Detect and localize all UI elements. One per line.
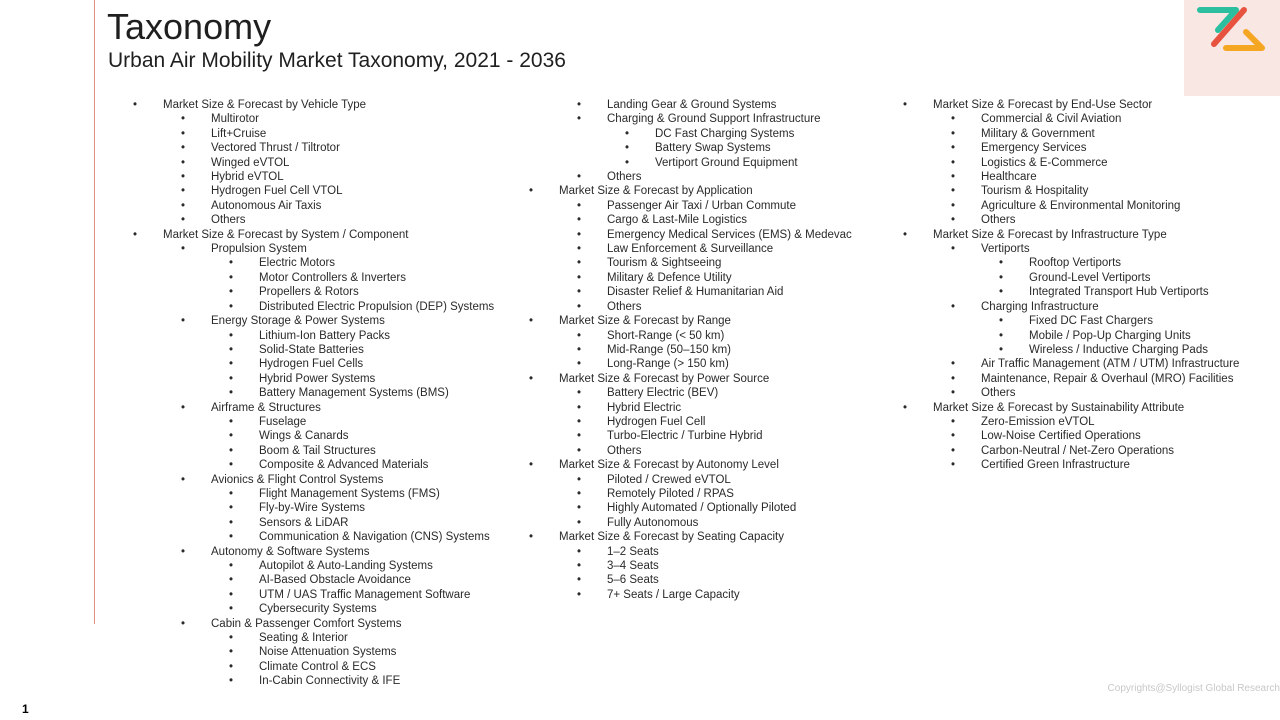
taxonomy-item-level-2: • Tourism & Hospitality (901, 184, 1239, 198)
taxonomy-item-level-3: • Mobile / Pop-Up Charging Units (901, 329, 1239, 343)
logo (1184, 0, 1280, 96)
taxonomy-item-level-2: • Cargo & Last-Mile Logistics (527, 213, 852, 227)
taxonomy-item-level-2: • Fully Autonomous (527, 516, 852, 530)
taxonomy-item-level-3: • Cybersecurity Systems (131, 602, 494, 616)
taxonomy-item-level-3: • Climate Control & ECS (131, 660, 494, 674)
taxonomy-item-level-2: • Military & Government (901, 127, 1239, 141)
taxonomy-item-level-3: • Wings & Canards (131, 429, 494, 443)
taxonomy-item-level-2: • Military & Defence Utility (527, 271, 852, 285)
taxonomy-item-level-2: • Emergency Medical Services (EMS) & Medevac (527, 228, 852, 242)
taxonomy-item-level-2: • Others (527, 444, 852, 458)
taxonomy-column-2 (527, 98, 852, 602)
taxonomy-item-level-2: • Turbo-Electric / Turbine Hybrid (527, 429, 852, 443)
taxonomy-item-level-2: • Healthcare (901, 170, 1239, 184)
taxonomy-item-level-2: • Logistics & E-Commerce (901, 156, 1239, 170)
taxonomy-item-level-2: • Zero-Emission eVTOL (901, 415, 1239, 429)
taxonomy-item-level-2: • Others (131, 213, 494, 227)
taxonomy-item-level-3: • AI-Based Obstacle Avoidance (131, 573, 494, 587)
taxonomy-item-level-2: • 5–6 Seats (527, 573, 852, 587)
taxonomy-item-level-1: • Market Size & Forecast by Infrastructure Type (901, 228, 1239, 242)
taxonomy-item-level-2: • Passenger Air Taxi / Urban Commute (527, 199, 852, 213)
taxonomy-item-level-3: • In-Cabin Connectivity & IFE (131, 674, 494, 688)
taxonomy-item-level-2: • Charging & Ground Support Infrastructure (527, 112, 852, 126)
taxonomy-item-level-2: • Others (901, 386, 1239, 400)
taxonomy-item-level-2: • Others (901, 213, 1239, 227)
taxonomy-item-level-2: • Disaster Relief & Humanitarian Aid (527, 285, 852, 299)
taxonomy-item-level-3: • Integrated Transport Hub Vertiports (901, 285, 1239, 299)
taxonomy-item-level-2: • Commercial & Civil Aviation (901, 112, 1239, 126)
taxonomy-item-level-2: • Hybrid eVTOL (131, 170, 494, 184)
taxonomy-item-level-2: • 1–2 Seats (527, 545, 852, 559)
taxonomy-item-level-3: • Boom & Tail Structures (131, 444, 494, 458)
taxonomy-item-level-3: • Autopilot & Auto-Landing Systems (131, 559, 494, 573)
taxonomy-item-level-1: • Market Size & Forecast by Vehicle Type (131, 98, 494, 112)
taxonomy-item-level-1: • Market Size & Forecast by Range (527, 314, 852, 328)
taxonomy-item-level-3: • Distributed Electric Propulsion (DEP) Systems (131, 300, 494, 314)
taxonomy-item-level-2: • Hydrogen Fuel Cell (527, 415, 852, 429)
taxonomy-item-level-3: • Composite & Advanced Materials (131, 458, 494, 472)
taxonomy-item-level-2: • Battery Electric (BEV) (527, 386, 852, 400)
taxonomy-item-level-2: • Hydrogen Fuel Cell VTOL (131, 184, 494, 198)
taxonomy-item-level-3: • Motor Controllers & Inverters (131, 271, 494, 285)
taxonomy-item-level-2: • Hybrid Electric (527, 401, 852, 415)
taxonomy-item-level-2: • Agriculture & Environmental Monitoring (901, 199, 1239, 213)
taxonomy-item-level-2: • Lift+Cruise (131, 127, 494, 141)
taxonomy-item-level-3: • UTM / UAS Traffic Management Software (131, 588, 494, 602)
taxonomy-item-level-2: • Charging Infrastructure (901, 300, 1239, 314)
taxonomy-item-level-2: • Others (527, 300, 852, 314)
taxonomy-item-level-1: • Market Size & Forecast by Autonomy Level (527, 458, 852, 472)
taxonomy-item-level-1: • Market Size & Forecast by Power Source (527, 372, 852, 386)
taxonomy-item-level-3: • Hydrogen Fuel Cells (131, 357, 494, 371)
taxonomy-item-level-1: • Market Size & Forecast by System / Component (131, 228, 494, 242)
page-title: Taxonomy (107, 6, 272, 47)
taxonomy-item-level-2: • Piloted / Crewed eVTOL (527, 473, 852, 487)
taxonomy-item-level-3: • Noise Attenuation Systems (131, 645, 494, 659)
taxonomy-item-level-3: • Lithium-Ion Battery Packs (131, 329, 494, 343)
taxonomy-item-level-3: • DC Fast Charging Systems (527, 127, 852, 141)
taxonomy-item-level-3: • Sensors & LiDAR (131, 516, 494, 530)
taxonomy-item-level-2: • Avionics & Flight Control Systems (131, 473, 494, 487)
taxonomy-item-level-2: • Vectored Thrust / Tiltrotor (131, 141, 494, 155)
taxonomy-item-level-2: • Carbon-Neutral / Net-Zero Operations (901, 444, 1239, 458)
taxonomy-item-level-3: • Hybrid Power Systems (131, 372, 494, 386)
taxonomy-item-level-2: • Remotely Piloted / RPAS (527, 487, 852, 501)
taxonomy-item-level-3: • Fixed DC Fast Chargers (901, 314, 1239, 328)
taxonomy-item-level-2: • Certified Green Infrastructure (901, 458, 1239, 472)
taxonomy-item-level-2: • Mid-Range (50–150 km) (527, 343, 852, 357)
taxonomy-item-level-3: • Ground-Level Vertiports (901, 271, 1239, 285)
taxonomy-item-level-2: • Law Enforcement & Surveillance (527, 242, 852, 256)
taxonomy-item-level-1: • Market Size & Forecast by Sustainability Attribute (901, 401, 1239, 415)
taxonomy-item-level-2: • Multirotor (131, 112, 494, 126)
taxonomy-item-level-2: • Highly Automated / Optionally Piloted (527, 501, 852, 515)
taxonomy-item-level-2: • Propulsion System (131, 242, 494, 256)
taxonomy-item-level-2: • Airframe & Structures (131, 401, 494, 415)
taxonomy-item-level-3: • Battery Management Systems (BMS) (131, 386, 494, 400)
taxonomy-item-level-3: • Seating & Interior (131, 631, 494, 645)
taxonomy-item-level-2: • Emergency Services (901, 141, 1239, 155)
page-subtitle: Urban Air Mobility Market Taxonomy, 2021 - 2036 (108, 49, 566, 72)
taxonomy-item-level-2: • Short-Range (< 50 km) (527, 329, 852, 343)
taxonomy-item-level-3: • Communication & Navigation (CNS) Systems (131, 530, 494, 544)
taxonomy-item-level-2: • Autonomy & Software Systems (131, 545, 494, 559)
taxonomy-column-1 (131, 98, 494, 689)
copyright-notice: Copyrights@Syllogist Global Research (1107, 683, 1280, 694)
taxonomy-item-level-2: • 3–4 Seats (527, 559, 852, 573)
taxonomy-item-level-2: • Others (527, 170, 852, 184)
taxonomy-item-level-1: • Market Size & Forecast by End-Use Sector (901, 98, 1239, 112)
taxonomy-item-level-1: • Market Size & Forecast by Seating Capacity (527, 530, 852, 544)
taxonomy-item-level-3: • Fuselage (131, 415, 494, 429)
taxonomy-item-level-3: • Fly-by-Wire Systems (131, 501, 494, 515)
taxonomy-item-level-2: • Air Traffic Management (ATM / UTM) Infrastructure (901, 357, 1239, 371)
taxonomy-item-level-2: • Tourism & Sightseeing (527, 256, 852, 270)
taxonomy-item-level-2: • Autonomous Air Taxis (131, 199, 494, 213)
taxonomy-item-level-3: • Solid-State Batteries (131, 343, 494, 357)
taxonomy-item-level-2: • Cabin & Passenger Comfort Systems (131, 617, 494, 631)
taxonomy-item-level-2: • Maintenance, Repair & Overhaul (MRO) Facilities (901, 372, 1239, 386)
page-number: 1 (22, 702, 29, 716)
taxonomy-item-level-3: • Vertiport Ground Equipment (527, 156, 852, 170)
taxonomy-item-level-3: • Battery Swap Systems (527, 141, 852, 155)
taxonomy-item-level-3: • Electric Motors (131, 256, 494, 270)
taxonomy-column-3 (901, 98, 1239, 473)
taxonomy-item-level-3: • Flight Management Systems (FMS) (131, 487, 494, 501)
taxonomy-item-level-3: • Propellers & Rotors (131, 285, 494, 299)
taxonomy-item-level-2: • Vertiports (901, 242, 1239, 256)
taxonomy-item-level-2: • Low-Noise Certified Operations (901, 429, 1239, 443)
taxonomy-item-level-3: • Rooftop Vertiports (901, 256, 1239, 270)
taxonomy-item-level-1: • Market Size & Forecast by Application (527, 184, 852, 198)
taxonomy-item-level-2: • Energy Storage & Power Systems (131, 314, 494, 328)
taxonomy-item-level-3: • Wireless / Inductive Charging Pads (901, 343, 1239, 357)
syllogist-logo-icon (1196, 4, 1268, 56)
accent-divider-line (94, 0, 95, 624)
taxonomy-item-level-2: • Landing Gear & Ground Systems (527, 98, 852, 112)
taxonomy-item-level-2: • 7+ Seats / Large Capacity (527, 588, 852, 602)
taxonomy-item-level-2: • Winged eVTOL (131, 156, 494, 170)
taxonomy-item-level-2: • Long-Range (> 150 km) (527, 357, 852, 371)
